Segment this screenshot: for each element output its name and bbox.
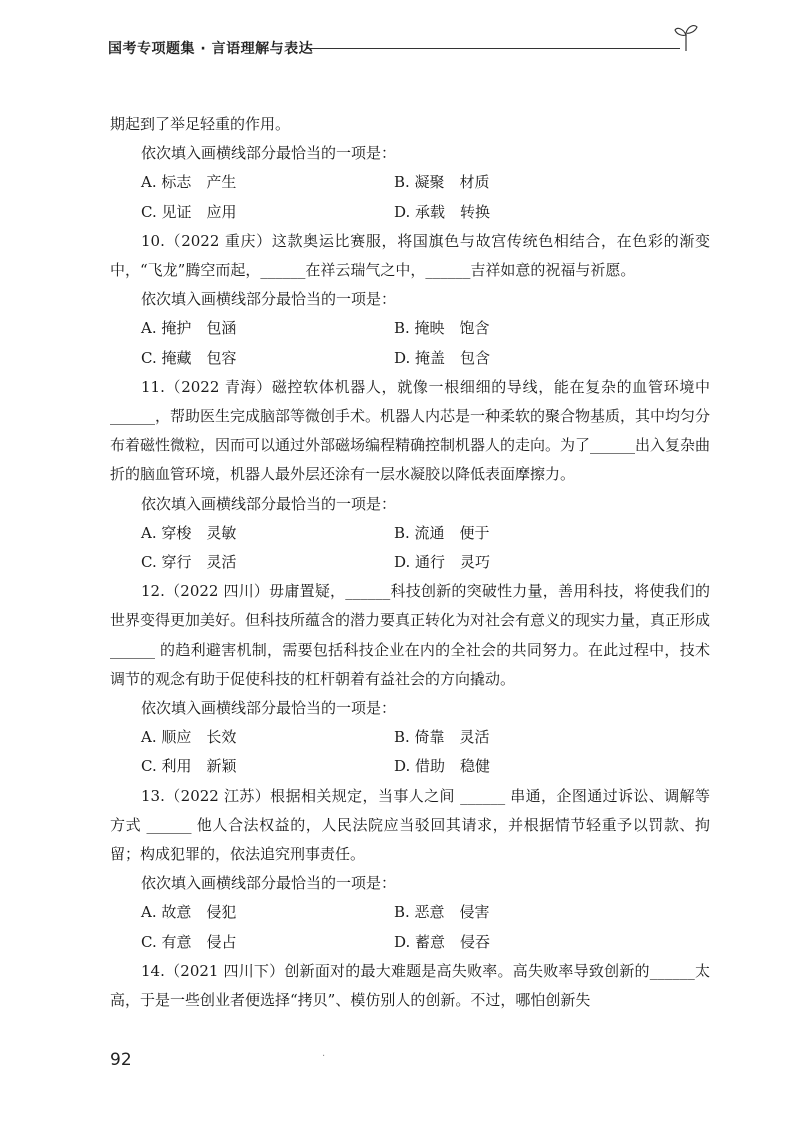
sprout-icon [674,22,698,52]
option-left: C. 利用 新颖 [141,757,237,776]
paragraph: 依次填入画横线部分最恰当的一项是： [141,874,397,893]
header-title: 国考专项题集 · 言语理解与表达 [108,41,314,57]
paragraph: 12.（2022 四川）毋庸置疑，______科技创新的突破性力量，善用科技，将使我们的世界变得更加美好。但科技所蕴含的潜力要真正转化为对社会有意义的现实力量，真正形成 ______ 的趋利避害机制，需要包括科技企业在内的全社会的共同努力。在此过程中，技术调节的观念有助于促使科技的杠杆朝着有益社会的方向撬动。 [110,582,711,688]
page-number: 92 [110,1050,132,1070]
paragraph: 10.（2022 重庆）这款奥运比赛服，将国旗色与故宫传统色相结合，在色彩的渐变中，“飞龙”腾空而起，______在祥云瑞气之中，______吉祥如意的祝福与祈愿。 [110,231,710,280]
option-right: D. 蓄意 侵吞 [394,932,491,951]
option-left: A. 顺应 长效 [141,728,237,747]
paragraph: 依次填入画横线部分最恰当的一项是： [141,144,397,163]
option-row [110,168,710,197]
option-row [110,548,710,577]
option-right: D. 借助 稳健 [394,757,491,776]
paragraph: 14.（2021 四川下）创新面对的最大难题是高失败率。高失败率导致创新的______太高，于是一些创业者便选择“拷贝”、模仿别人的创新。不过，哪怕创新失 [110,961,710,1010]
option-right: B. 掩映 饱含 [394,319,490,338]
option-row [110,314,710,343]
option-left: A. 故意 侵犯 [141,903,237,922]
paragraph: 依次填入画横线部分最恰当的一项是： [141,494,397,513]
paragraph: 期起到了举足轻重的作用。 [110,115,291,133]
option-row [110,198,710,227]
option-row [110,898,710,927]
option-right: D. 掩盖 包含 [394,348,491,367]
option-right: B. 倚靠 灵活 [394,728,490,747]
option-right: D. 承载 转换 [394,202,491,221]
paragraph: 11.（2022 青海）磁控软体机器人，就像一根细细的导线，能在复杂的血管环境中 ______，帮助医生完成脑部等微创手术。机器人内芯是一种柔软的聚合物基质，其中均匀分布着磁性微粒，因而可以通过外部磁场编程精确控制机器人的走向。为了______出入复杂曲折的脑血管环境，机器人最外层还涂有一层水凝胶以降低表面摩擦力。 [110,377,711,484]
option-left: A. 标志 产生 [141,173,237,192]
running-header [108,36,698,62]
option-left: C. 有意 侵占 [141,932,237,951]
option-row [110,344,710,373]
scan-speck: · [322,1051,326,1062]
option-right: B. 恶意 侵害 [394,903,490,922]
option-row [110,752,710,781]
option-right: B. 凝聚 材质 [394,173,490,192]
option-left: C. 穿行 灵活 [141,553,237,572]
option-right: B. 流通 便于 [394,523,490,542]
paragraph: 依次填入画横线部分最恰当的一项是： [141,290,397,309]
option-left: A. 掩护 包涵 [141,319,237,338]
option-row [110,519,710,548]
header-rule [306,48,680,49]
option-row [110,723,710,752]
option-left: C. 掩藏 包容 [141,348,237,367]
paragraph: 13.（2022 江苏）根据相关规定，当事人之间 ______ 串通，企图通过诉讼、调解等方式 ______ 他人合法权益的，人民法院应当驳回其请求，并根据情节轻重予以罚款、拘留；构成犯罪的，依法追究刑事责任。 [110,786,710,864]
option-left: C. 见证 应用 [141,202,237,221]
option-left: A. 穿梭 灵敏 [141,523,237,542]
paragraph: 依次填入画横线部分最恰当的一项是： [141,699,397,718]
question-body [110,110,710,1015]
option-right: D. 通行 灵巧 [394,553,491,572]
option-row [110,928,710,957]
